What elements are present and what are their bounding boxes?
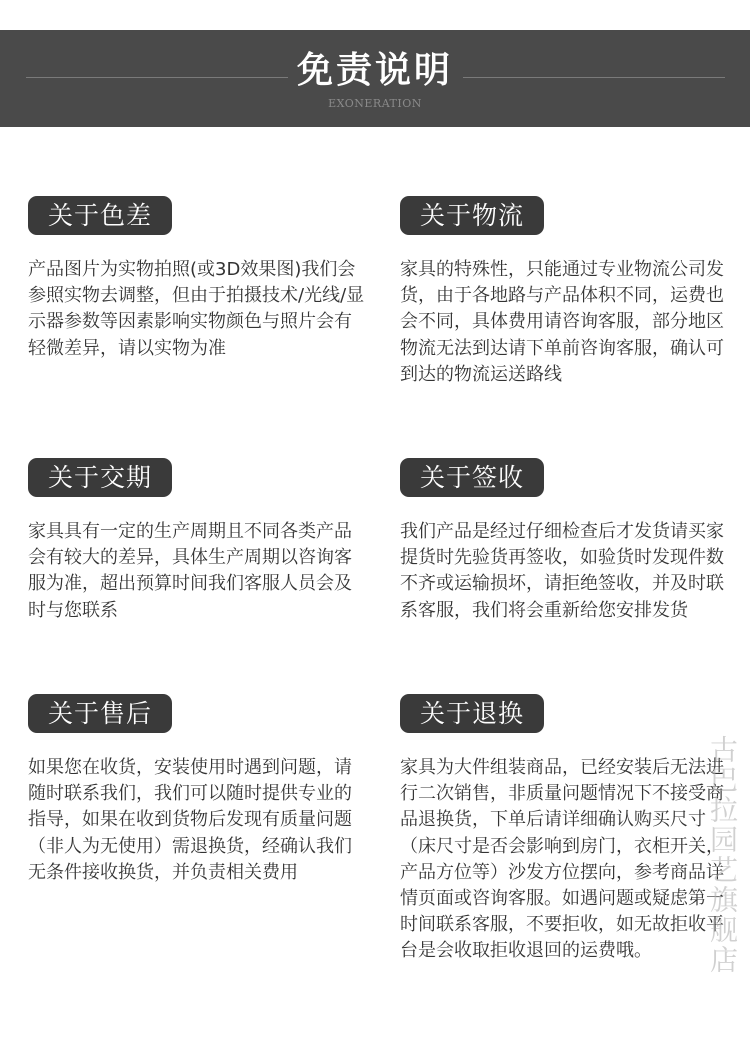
section-title: 关于物流 xyxy=(400,196,544,235)
section-body: 家具具有一定的生产周期且不同各类产品会有较大的差异，具体生产周期以咨询客服为准，超出预算时间我们客服人员会及时与您联系 xyxy=(28,521,352,621)
section-title: 关于签收 xyxy=(400,458,544,497)
section-title: 关于退换 xyxy=(400,694,544,733)
section-after-sales xyxy=(28,694,368,886)
top-strip xyxy=(0,0,750,30)
header-banner xyxy=(0,30,750,127)
section-body: 如果您在收货，安装使用时遇到问题，请随时联系我们，我们可以随时提供专业的指导，如果在收到货物后发现有质量问题（非人为无使用）需退换货，经确认我们无条件接收换货，并负责相关费用 xyxy=(28,757,352,883)
section-color-difference xyxy=(28,196,368,362)
section-body: 我们产品是经过仔细检查后才发货请买家提货时先验货再签收，如验货时发现件数不齐或运输损坏，请拒绝签收，并及时联系客服，我们将会重新给您安排发货 xyxy=(400,521,724,621)
section-body: 产品图片为实物拍照(或3D效果图)我们会参照实物去调整，但由于拍摄技术/光线/显示器参数等因素影响实物颜色与照片会有轻微差异，请以实物为准 xyxy=(28,259,365,359)
section-returns xyxy=(400,694,740,965)
section-body: 家具的特殊性，只能通过专业物流公司发货，由于各地路与产品体积不同，运费也会不同，具体费用请咨询客服，部分地区物流无法到达请下单前咨询客服，确认可到达的物流运送路线 xyxy=(400,259,724,385)
section-delivery-time xyxy=(28,458,368,624)
section-title: 关于交期 xyxy=(28,458,172,497)
section-body: 家具为大件组装商品，已经安装后无法进行二次销售，非质量问题情况下不接受商品退换货，下单后请详细确认购买尺寸（床尺寸是否会影响到房门，衣柜开关，产品方位等）沙发方位摆向，参考商品详情页面或咨询客服。如遇问题或疑虑第一时间联系客服，不要拒收，如无故拒收平台是会收取拒收退回的运费哦。 xyxy=(400,757,724,962)
section-logistics xyxy=(400,196,740,388)
section-receipt xyxy=(400,458,740,624)
store-watermark: 古巴拉园艺旗舰店 xyxy=(706,735,739,975)
section-title: 关于色差 xyxy=(28,196,172,235)
section-title: 关于售后 xyxy=(28,694,172,733)
page-subtitle: EXONERATION xyxy=(328,97,422,110)
page-title: 免责说明 xyxy=(296,49,453,91)
